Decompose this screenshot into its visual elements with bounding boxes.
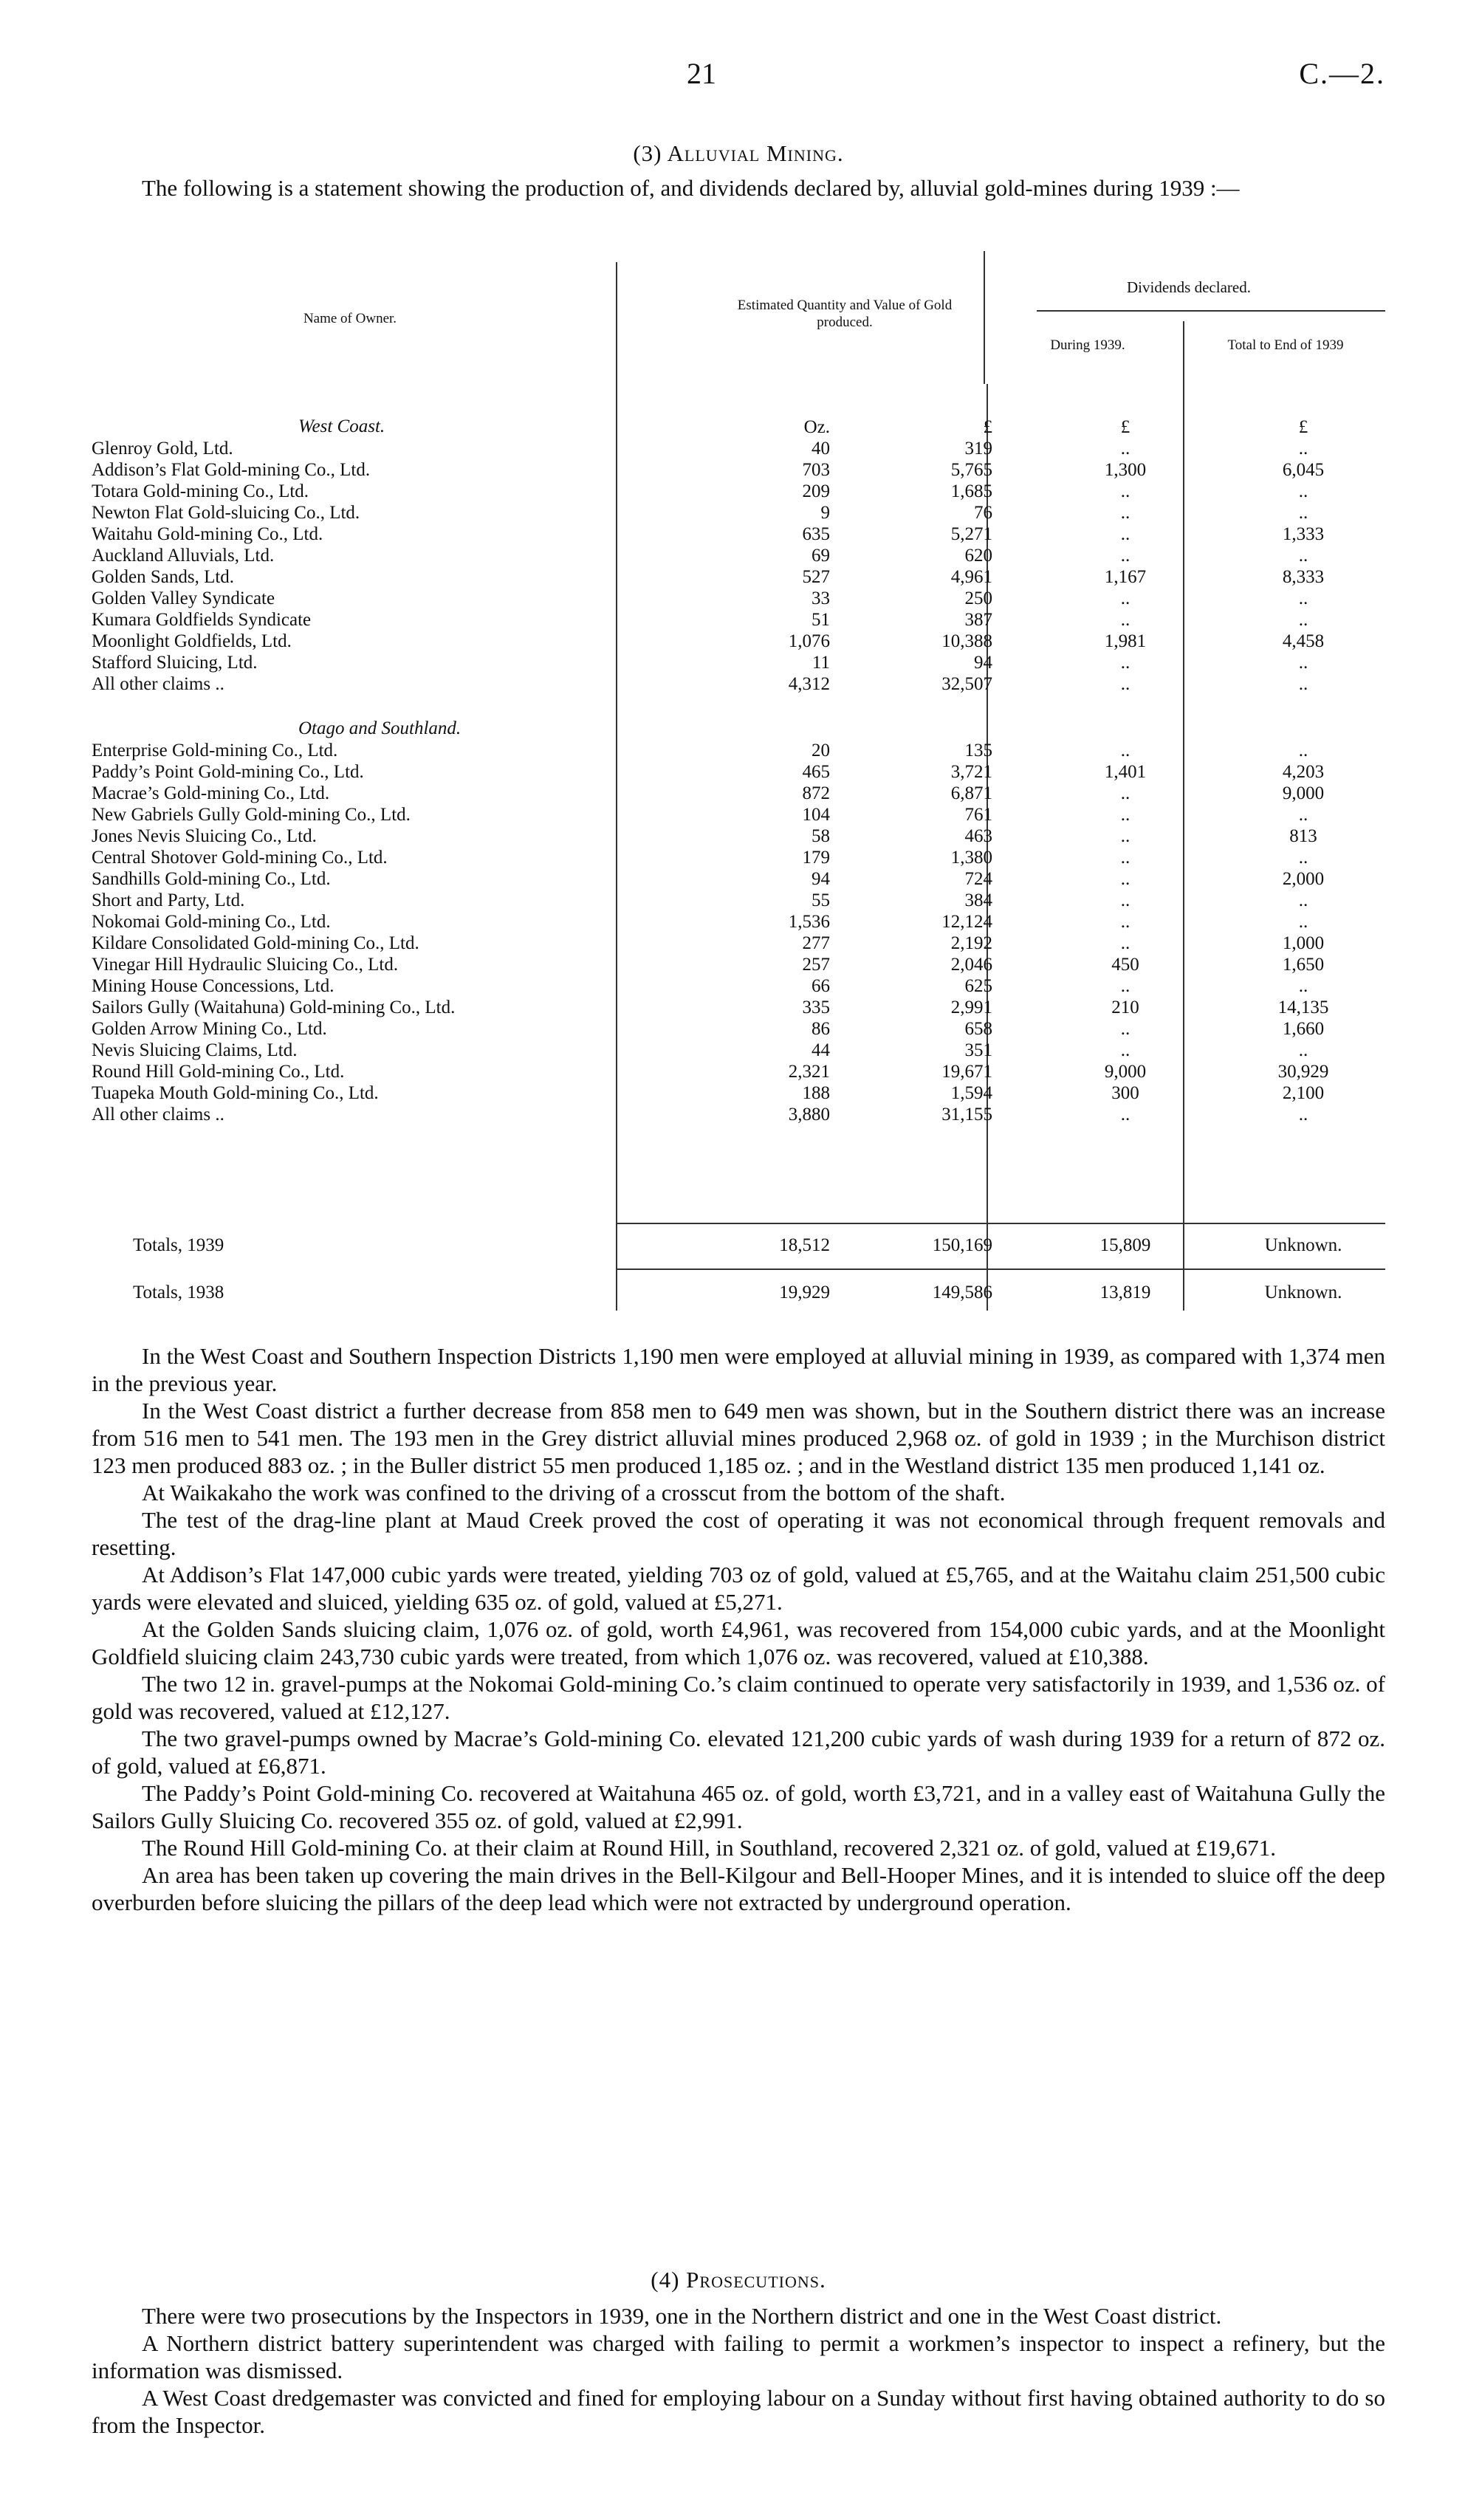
value-pounds: 2,991: [950, 998, 992, 1017]
quantity-oz: 9: [820, 503, 830, 523]
value-pounds: 10,388: [941, 631, 992, 651]
quantity-oz: 703: [802, 460, 830, 480]
quantity-oz: 94: [812, 869, 830, 889]
dividend-total: 8,333: [1282, 567, 1325, 587]
value-pounds: 4,961: [950, 567, 992, 587]
owner-name: Nokomai Gold-mining Co., Ltd.: [92, 912, 331, 932]
dividend-total: ..: [1298, 653, 1308, 673]
value-pounds: 32,507: [941, 674, 992, 694]
dividend-total: ..: [1298, 503, 1308, 523]
table-row: [92, 783, 1385, 804]
dividend-total: ..: [1298, 848, 1308, 868]
table-row: [92, 459, 1385, 481]
dividend-1939: 1,167: [1104, 567, 1147, 587]
quantity-oz: 11: [812, 653, 830, 673]
table-row: [92, 740, 1385, 761]
owner-name: Tuapeka Mouth Gold-mining Co., Ltd.: [92, 1083, 379, 1103]
quantity-oz: 1,536: [788, 912, 830, 932]
dividend-1939: ..: [1120, 912, 1131, 932]
dividend-total: 1,660: [1282, 1019, 1325, 1039]
dividend-1939: ..: [1120, 826, 1131, 846]
dividend-total: 813: [1289, 826, 1317, 846]
dividend-1939: ..: [1120, 848, 1131, 868]
dividend-1939: ..: [1120, 653, 1131, 673]
body-paragraph: The two 12 in. gravel-pumps at the Nokomai Gold-mining Co.’s claim continued to operate very satisfactorily in 1939, and 1,536 oz. of gold was recovered, valued at £12,127.: [92, 1671, 1385, 1724]
intro-paragraph: The following is a statement showing the production of, and dividends declared by, alluvial gold-mines during 1939 :—: [142, 175, 1240, 201]
totals-value: 149,586: [932, 1283, 992, 1302]
table-row: [92, 566, 1385, 588]
dividend-1939: 300: [1111, 1083, 1139, 1103]
totals-value: 150,169: [932, 1235, 992, 1255]
quantity-oz: 51: [812, 610, 830, 630]
body-paragraph: A Northern district battery superintendent was charged with failing to permit a workmen’s inspector to inspect a refinery, but the information was dismissed.: [92, 2330, 1385, 2383]
dividend-total: ..: [1298, 890, 1308, 910]
value-pounds: 384: [964, 890, 992, 910]
dividend-1939: ..: [1120, 805, 1131, 825]
dividend-1939: 1,300: [1104, 460, 1147, 480]
dividend-total: 1,000: [1282, 933, 1325, 953]
body-paragraph: At Waikakaho the work was confined to the driving of a crosscut from the bottom of the shaft.: [142, 1480, 1006, 1506]
dividend-1939: ..: [1120, 1040, 1131, 1060]
table-row: [92, 1040, 1385, 1061]
value-pounds: 1,685: [950, 481, 992, 501]
quantity-oz: 40: [812, 439, 830, 459]
dividend-1939: ..: [1120, 588, 1131, 608]
quantity-oz: 86: [812, 1019, 830, 1039]
owner-name: Kumara Goldfields Syndicate: [92, 610, 312, 630]
body-paragraph: At the Golden Sands sluicing claim, 1,076 oz. of gold, worth £4,961, was recovered from 154,000 cubic yards, and at the Moonlight Goldfield sluicing claim 243,730 cubic yards were treated, from which 1,076 oz. was recovered, valued at £10,388.: [92, 1616, 1385, 1669]
dividend-total: ..: [1298, 912, 1308, 932]
quantity-oz: 2,321: [788, 1062, 830, 1082]
body-paragraph: The test of the drag-line plant at Maud Creek proved the cost of operating it was not economical through frequent removals and resetting.: [92, 1507, 1385, 1560]
quantity-oz: 872: [802, 783, 830, 803]
body-paragraph: An area has been taken up covering the main drives in the Bell-Kilgour and Bell-Hooper Mines, and it is intended to sluice off the deep overburden before sluicing the pillars of the deep lead which were not extracted by underground operation.: [92, 1862, 1385, 1915]
quantity-oz: 188: [802, 1083, 830, 1103]
table-row: [92, 1061, 1385, 1082]
totals-dividend-total: Unknown.: [1264, 1283, 1342, 1302]
units-row: [92, 416, 1385, 438]
owner-name: Totara Gold-mining Co., Ltd.: [92, 481, 309, 501]
dividend-1939: ..: [1120, 546, 1131, 566]
dividend-total: 4,203: [1282, 762, 1325, 782]
table-row: [92, 588, 1385, 609]
table-row: [92, 933, 1385, 954]
quantity-oz: 44: [812, 1040, 830, 1060]
table-row: [92, 631, 1385, 652]
value-pounds: 6,871: [950, 783, 992, 803]
dividend-1939: ..: [1120, 1019, 1131, 1039]
value-pounds: 351: [964, 1040, 992, 1060]
quantity-oz: 277: [802, 933, 830, 953]
value-pounds: 2,046: [950, 955, 992, 975]
owner-name: Sailors Gully (Waitahuna) Gold-mining Co., Ltd.: [92, 998, 456, 1017]
table-row: [92, 847, 1385, 868]
dividend-total: 6,045: [1282, 460, 1325, 480]
section-title-prosecutions: (4) Prosecutions.: [651, 2267, 826, 2293]
table-row: [92, 890, 1385, 911]
owner-name: Mining House Concessions, Ltd.: [92, 976, 334, 996]
table-row: [92, 673, 1385, 695]
totals-dividend-total: Unknown.: [1264, 1235, 1342, 1255]
value-pounds: 12,124: [941, 912, 992, 932]
page-number: 21: [687, 57, 716, 90]
owner-name: Stafford Sluicing, Ltd.: [92, 653, 258, 673]
production-table: [92, 251, 1385, 1325]
totals-dividend-1939: 15,809: [1099, 1235, 1151, 1255]
dividend-1939: ..: [1120, 610, 1131, 630]
owner-name: Addison’s Flat Gold-mining Co., Ltd.: [92, 460, 371, 480]
value-pounds: 135: [964, 741, 992, 761]
dividend-total: 2,000: [1282, 869, 1325, 889]
totals-label: Totals, 1939: [133, 1235, 224, 1255]
dividend-1939: ..: [1120, 674, 1131, 694]
header-total: Total to End of 1939: [1227, 337, 1344, 353]
dividend-1939: ..: [1120, 524, 1131, 544]
dividend-1939: ..: [1120, 783, 1131, 803]
section-title-alluvial-mining: (3) Alluvial Mining.: [633, 140, 844, 166]
table-rule: [616, 1223, 1385, 1224]
dividend-1939: ..: [1120, 1105, 1131, 1125]
body-paragraph: The two gravel-pumps owned by Macrae’s Gold-mining Co. elevated 121,200 cubic yards of wash during 1939 for a return of 872 oz. of gold, valued at £6,871.: [92, 1726, 1385, 1779]
owner-name: Golden Arrow Mining Co., Ltd.: [92, 1019, 327, 1039]
quantity-oz: 209: [802, 481, 830, 501]
owner-name: All other claims ..: [92, 674, 224, 694]
owner-name: Enterprise Gold-mining Co., Ltd.: [92, 741, 338, 761]
dividend-1939: 450: [1111, 955, 1139, 975]
quantity-oz: 104: [802, 805, 830, 825]
dividend-total: ..: [1298, 1040, 1308, 1060]
quantity-oz: 20: [812, 741, 830, 761]
table-row: [92, 502, 1385, 523]
value-pounds: 31,155: [941, 1105, 992, 1125]
header-during: During 1939.: [1050, 337, 1125, 353]
quantity-oz: 4,312: [788, 674, 830, 694]
value-pounds: 319: [964, 439, 992, 459]
dividend-total: ..: [1298, 481, 1308, 501]
quantity-oz: 335: [802, 998, 830, 1017]
table-row: [92, 1018, 1385, 1040]
owner-name: Newton Flat Gold-sluicing Co., Ltd.: [92, 503, 360, 523]
quantity-oz: 257: [802, 955, 830, 975]
owner-name: Glenroy Gold, Ltd.: [92, 439, 233, 459]
body-paragraph: The Paddy’s Point Gold-mining Co. recovered at Waitahuna 465 oz. of gold, worth £3,721, and in a valley east of Waitahuna Gully the Sailors Gully Sluicing Co. recovered 355 oz. of gold, valued at £2,991.: [92, 1780, 1385, 1833]
owner-name: Macrae’s Gold-mining Co., Ltd.: [92, 783, 330, 803]
header-owner: Name of Owner.: [303, 311, 397, 326]
value-pounds: 5,271: [950, 524, 992, 544]
owner-name: Waitahu Gold-mining Co., Ltd.: [92, 524, 323, 544]
dividend-1939: 1,401: [1104, 762, 1147, 782]
table-row: [92, 1104, 1385, 1125]
totals-label: Totals, 1938: [133, 1283, 224, 1302]
value-pounds: 1,594: [950, 1083, 992, 1103]
header-estimated: Estimated Quantity and Value of Gold produced.: [737, 298, 953, 330]
table-row: [92, 911, 1385, 933]
quantity-oz: 527: [802, 567, 830, 587]
dividend-1939: ..: [1120, 439, 1131, 459]
totals-dividend-1939: 13,819: [1099, 1283, 1151, 1302]
totals-oz: 18,512: [779, 1235, 830, 1255]
page-header: [92, 56, 1385, 100]
value-pounds: 463: [964, 826, 992, 846]
dividend-1939: ..: [1120, 503, 1131, 523]
totals-row: [92, 1282, 1385, 1303]
owner-name: Round Hill Gold-mining Co., Ltd.: [92, 1062, 345, 1082]
dividend-1939: ..: [1120, 869, 1131, 889]
quantity-oz: 635: [802, 524, 830, 544]
body-paragraph: In the West Coast and Southern Inspection Districts 1,190 men were employed at alluvial mining in 1939, as compared with 1,374 men in the previous year.: [92, 1343, 1385, 1396]
dividend-total: ..: [1298, 439, 1308, 459]
value-pounds: 1,380: [950, 848, 992, 868]
dividend-total: ..: [1298, 610, 1308, 630]
owner-name: Jones Nevis Sluicing Co., Ltd.: [92, 826, 317, 846]
value-pounds: 3,721: [950, 762, 992, 782]
totals-oz: 19,929: [779, 1283, 830, 1302]
owner-name: Central Shotover Gold-mining Co., Ltd.: [92, 848, 388, 868]
dividend-total: 9,000: [1282, 783, 1325, 803]
dividend-total: ..: [1298, 1105, 1308, 1125]
body-paragraph: The Round Hill Gold-mining Co. at their claim at Round Hill, in Southland, recovered 2,321 oz. of gold, valued at £19,671.: [142, 1835, 1276, 1861]
value-pounds: 5,765: [950, 460, 992, 480]
table-row: [92, 481, 1385, 502]
document-code: C.—2.: [1299, 57, 1385, 90]
table-row: [92, 609, 1385, 631]
owner-name: Moonlight Goldfields, Ltd.: [92, 631, 292, 651]
table-row: [92, 954, 1385, 975]
table-row: [92, 825, 1385, 847]
quantity-oz: 66: [812, 976, 830, 996]
quantity-oz: 33: [812, 588, 830, 608]
dividend-total: ..: [1298, 588, 1308, 608]
table-row: [92, 523, 1385, 545]
table-rule: [1037, 310, 1385, 312]
dividend-total: ..: [1298, 976, 1308, 996]
owner-name: Nevis Sluicing Claims, Ltd.: [92, 1040, 298, 1060]
value-pounds: 625: [964, 976, 992, 996]
dividend-total: ..: [1298, 805, 1308, 825]
quantity-oz: 3,880: [788, 1105, 830, 1125]
unit-total: £: [1298, 417, 1308, 437]
quantity-oz: 465: [802, 762, 830, 782]
value-pounds: 658: [964, 1019, 992, 1039]
value-pounds: 2,192: [950, 933, 992, 953]
value-pounds: 761: [964, 805, 992, 825]
owner-name: Auckland Alluvials, Ltd.: [92, 546, 275, 566]
table-rule: [616, 1268, 1385, 1270]
owner-name: Golden Sands, Ltd.: [92, 567, 235, 587]
dividend-total: 30,929: [1277, 1062, 1329, 1082]
dividend-1939: ..: [1120, 976, 1131, 996]
quantity-oz: 58: [812, 826, 830, 846]
body-paragraph: In the West Coast district a further decrease from 858 men to 649 men was shown, but in the Southern district there was an increase from 516 men to 541 men. The 193 men in the Grey district alluvial mines produced 2,968 oz. of gold in 1939 ; in the Murchison district 123 men produced 883 oz. ; in the Buller district 55 men produced 1,185 oz. ; and in the Westland district 135 men produced 1,141 oz.: [92, 1398, 1385, 1478]
unit-value: £: [983, 417, 992, 437]
table-rule: [984, 251, 985, 384]
table-row: [92, 545, 1385, 566]
owner-name: Sandhills Gold-mining Co., Ltd.: [92, 869, 331, 889]
body-paragraph: There were two prosecutions by the Inspectors in 1939, one in the Northern district and one in the West Coast district.: [142, 2303, 1222, 2329]
owner-name: All other claims ..: [92, 1105, 224, 1125]
body-paragraph: A West Coast dredgemaster was convicted and fined for employing labour on a Sunday without first having obtained authority to do so from the Inspector.: [92, 2385, 1385, 2438]
group-heading: Otago and Southland.: [298, 718, 462, 738]
dividend-total: 14,135: [1277, 998, 1329, 1017]
owner-name: Short and Party, Ltd.: [92, 890, 245, 910]
owner-name: Vinegar Hill Hydraulic Sluicing Co., Ltd.: [92, 955, 399, 975]
dividend-1939: ..: [1120, 890, 1131, 910]
value-pounds: 250: [964, 588, 992, 608]
table-row: [92, 868, 1385, 890]
dividend-1939: ..: [1120, 933, 1131, 953]
dividend-total: 1,650: [1282, 955, 1325, 975]
unit-oz: Oz.: [803, 417, 830, 437]
table-row: [92, 804, 1385, 825]
body-paragraph: At Addison’s Flat 147,000 cubic yards were treated, yielding 703 oz of gold, valued at £5,765, and at the Waitahu claim 251,500 cubic yards were elevated and sluiced, yielding 635 oz. of gold, valued at £5,271.: [92, 1562, 1385, 1615]
dividend-total: ..: [1298, 741, 1308, 761]
quantity-oz: 179: [802, 848, 830, 868]
owner-name: New Gabriels Gully Gold-mining Co., Ltd.: [92, 805, 411, 825]
dividend-total: 1,333: [1282, 524, 1325, 544]
value-pounds: 724: [964, 869, 992, 889]
table-row: [92, 1082, 1385, 1104]
table-row: [92, 997, 1385, 1018]
dividend-total: 4,458: [1282, 631, 1325, 651]
value-pounds: 387: [964, 610, 992, 630]
table-row: [92, 652, 1385, 673]
owner-name: Golden Valley Syndicate: [92, 588, 275, 608]
header-dividends: Dividends declared.: [1127, 278, 1251, 296]
dividend-total: ..: [1298, 674, 1308, 694]
value-pounds: 76: [974, 503, 992, 523]
quantity-oz: 55: [812, 890, 830, 910]
dividend-total: ..: [1298, 546, 1308, 566]
value-pounds: 19,671: [941, 1062, 992, 1082]
totals-row: [92, 1235, 1385, 1256]
quantity-oz: 1,076: [788, 631, 830, 651]
dividend-1939: ..: [1120, 741, 1131, 761]
unit-during: £: [1120, 417, 1131, 437]
value-pounds: 620: [964, 546, 992, 566]
quantity-oz: 69: [812, 546, 830, 566]
dividend-1939: 1,981: [1104, 631, 1147, 651]
table-row: [92, 975, 1385, 997]
owner-name: Kildare Consolidated Gold-mining Co., Ltd.: [92, 933, 419, 953]
table-row: [92, 438, 1385, 459]
owner-name: Paddy’s Point Gold-mining Co., Ltd.: [92, 762, 364, 782]
dividend-1939: 9,000: [1104, 1062, 1147, 1082]
dividend-1939: ..: [1120, 481, 1131, 501]
dividend-total: 2,100: [1282, 1083, 1325, 1103]
value-pounds: 94: [974, 653, 992, 673]
dividend-1939: 210: [1111, 998, 1139, 1017]
group-heading: West Coast.: [298, 416, 385, 436]
table-row: [92, 761, 1385, 783]
